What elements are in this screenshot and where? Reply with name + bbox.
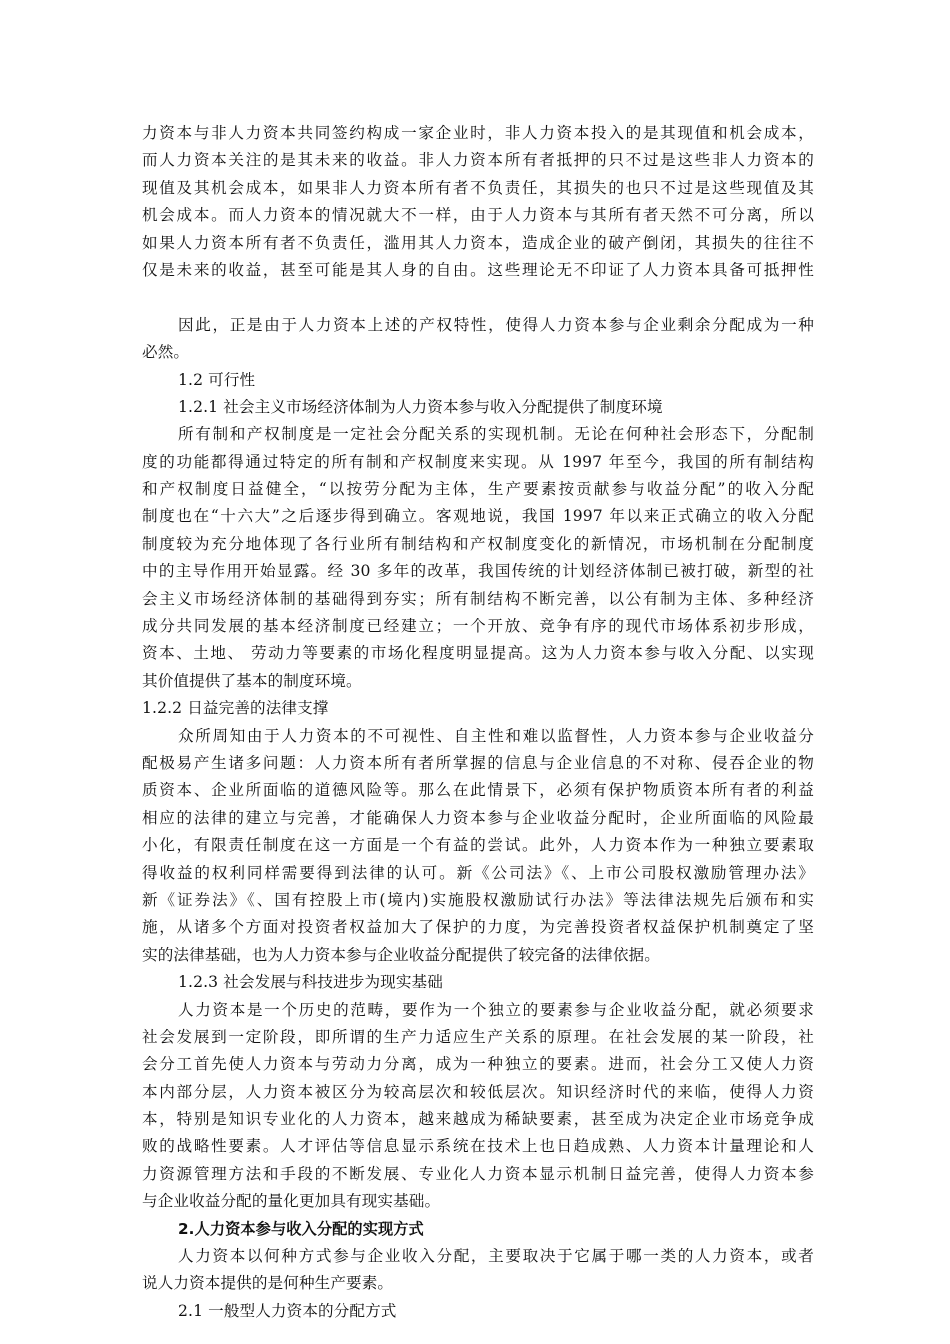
text-line: 会主义市场经济体制的基础得到夯实；所有制结构不断完善，以公有制为主体、多种经济 <box>142 589 814 608</box>
text-line: 而人力资本关注的是其未来的收益。非人力资本所有者抵押的只不过是这些非人力资本的 <box>142 151 814 170</box>
text-line: 质资本、企业所面临的道德风险等。那么在此情景下，必须有保护物质资本所有者的利益 <box>142 781 814 800</box>
text-line: 与企业收益分配的量化更加具有现实基础。 <box>142 1192 441 1211</box>
paragraph-system <box>142 421 814 695</box>
text-line: 中的主导作用开始显露。经 30 多年的改革，我国传统的计划经济体制已被打破，新型的社 <box>142 562 814 581</box>
text-line: 机会成本。而人力资本的情况就大不一样，由于人力资本与其所有者天然不可分离，所以 <box>142 206 814 225</box>
text-line: 败的战略性要素。人才评估等信息显示系统在技术上也日趋成熟、人力资本计量理论和人 <box>142 1137 814 1156</box>
text-line: 说人力资本提供的是何种生产要素。 <box>142 1274 394 1293</box>
text-line: 本，特别是知识专业化的人力资本，越来越成为稀缺要素，甚至成为决定企业市场竞争成 <box>142 1110 814 1129</box>
section-heading-1-2-2: 1.2.2 日益完善的法律支撑 <box>142 699 329 718</box>
text-line: 人力资本以何种方式参与企业收入分配，主要取决于它属于哪一类的人力资本，或者 <box>178 1247 814 1266</box>
paragraph-law <box>142 723 814 970</box>
text-line: 本内部分层，人力资本被区分为较高层次和较低层次。知识经济时代的来临，使得人力资 <box>142 1082 814 1101</box>
paragraph-therefore <box>142 312 814 367</box>
section-heading-2-1: 2.1 一般型人力资本的分配方式 <box>178 1301 397 1320</box>
text-line: 度的功能都得通过特定的所有制和产权制度来实现。从 1997 年至今，我国的所有制结构 <box>142 452 814 471</box>
paragraph-ways <box>142 1243 814 1298</box>
text-line: 相应的法律的建立与完善，才能确保人力资本参与企业收益分配时，企业所面临的风险最 <box>142 808 814 827</box>
paragraph-continuation <box>142 120 814 284</box>
text-line: 人力资本是一个历史的范畴，要作为一个独立的要素参与企业收益分配，就必须要求 <box>178 1000 814 1019</box>
text-line: 其价值提供了基本的制度环境。 <box>142 671 362 690</box>
text-line: 仅是未来的收益，甚至可能是其人身的自由。这些理论无不印证了人力资本具备可抵押性 <box>142 260 814 279</box>
text-line: 配极易产生诸多问题：人力资本所有者所掌握的信息与企业信息的不对称、侵吞企业的物 <box>142 753 814 772</box>
text-line: 众所周知由于人力资本的不可视性、自主性和难以监督性，人力资本参与企业收益分 <box>178 726 814 745</box>
text-line: 制度也在“十六大”之后逐步得到确立。客观地说，我国 1997 年以来正式确立的收入分配 <box>142 507 814 526</box>
paragraph-society <box>142 997 814 1216</box>
text-line: 力资源管理方法和手段的不断发展、专业化人力资本显示机制日益完善，使得人力资本参 <box>142 1164 814 1183</box>
text-line: 如果人力资本所有者不负责任，滥用其人力资本，造成企业的破产倒闭，其损失的往往不 <box>142 233 814 252</box>
text-line: 和产权制度日益健全，“以按劳分配为主体，生产要素按贡献参与收益分配”的收入分配 <box>142 480 814 499</box>
section-heading-1-2: 1.2 可行性 <box>178 370 256 389</box>
text-line: 施，从诸多个方面对投资者权益加大了保护的力度，为完善投资者权益保护机制奠定了坚 <box>142 918 814 937</box>
section-heading-1-2-3: 1.2.3 社会发展与科技进步为现实基础 <box>178 973 443 992</box>
text-line: 所有制和产权制度是一定社会分配关系的实现机制。无论在何种社会形态下，分配制 <box>178 425 814 444</box>
document-body <box>142 120 814 1325</box>
text-line: 会分工首先使人力资本与劳动力分离，成为一种独立的要素。进而，社会分工又使人力资 <box>142 1055 814 1074</box>
text-line: 因此，正是由于人力资本上述的产权特性，使得人力资本参与企业剩余分配成为一种 <box>178 315 814 334</box>
text-line: 资本、土地、 劳动力等要素的市场化程度明显提高。这为人力资本参与收入分配、以实现 <box>142 644 814 663</box>
text-line: 社会发展到一定阶段，即所谓的生产力适应生产关系的原理。在社会发展的某一阶段，社 <box>142 1027 814 1046</box>
text-line: 必然。 <box>142 343 190 362</box>
text-line: 新《证券法》《、国有控股上市(境内)实施股权激励试行办法》等法律法规先后颁布和实 <box>142 890 814 909</box>
text-line: 实的法律基础，也为人力资本参与企业收益分配提供了较完备的法律依据。 <box>142 945 660 964</box>
text-line: 小化，有限责任制度在这一方面是一个有益的尝试。此外，人力资本作为一种独立要素取 <box>142 836 814 855</box>
text-line: 力资本与非人力资本共同签约构成一家企业时，非人力资本投入的是其现值和机会成本， <box>142 124 814 142</box>
section-heading-1-2-1: 1.2.1 社会主义市场经济体制为人力资本参与收入分配提供了制度环境 <box>178 397 663 416</box>
text-line: 现值及其机会成本，如果非人力资本所有者不负责任，其损失的也只不过是这些现值及其 <box>142 178 814 197</box>
text-line: 成分共同发展的基本经济制度已经建立；一个开放、竞争有序的现代市场体系初步形成， <box>142 617 814 636</box>
text-line: 得收益的权利同样需要得到法律的认可。新《公司法》《、上市公司股权激励管理办法》 <box>142 863 814 882</box>
blank-line <box>142 284 814 311</box>
section-heading-2: 2.人力资本参与收入分配的实现方式 <box>178 1219 424 1238</box>
text-line: 制度较为充分地体现了各行业所有制结构和产权制度变化的新情况，市场机制在分配制度 <box>142 534 814 553</box>
